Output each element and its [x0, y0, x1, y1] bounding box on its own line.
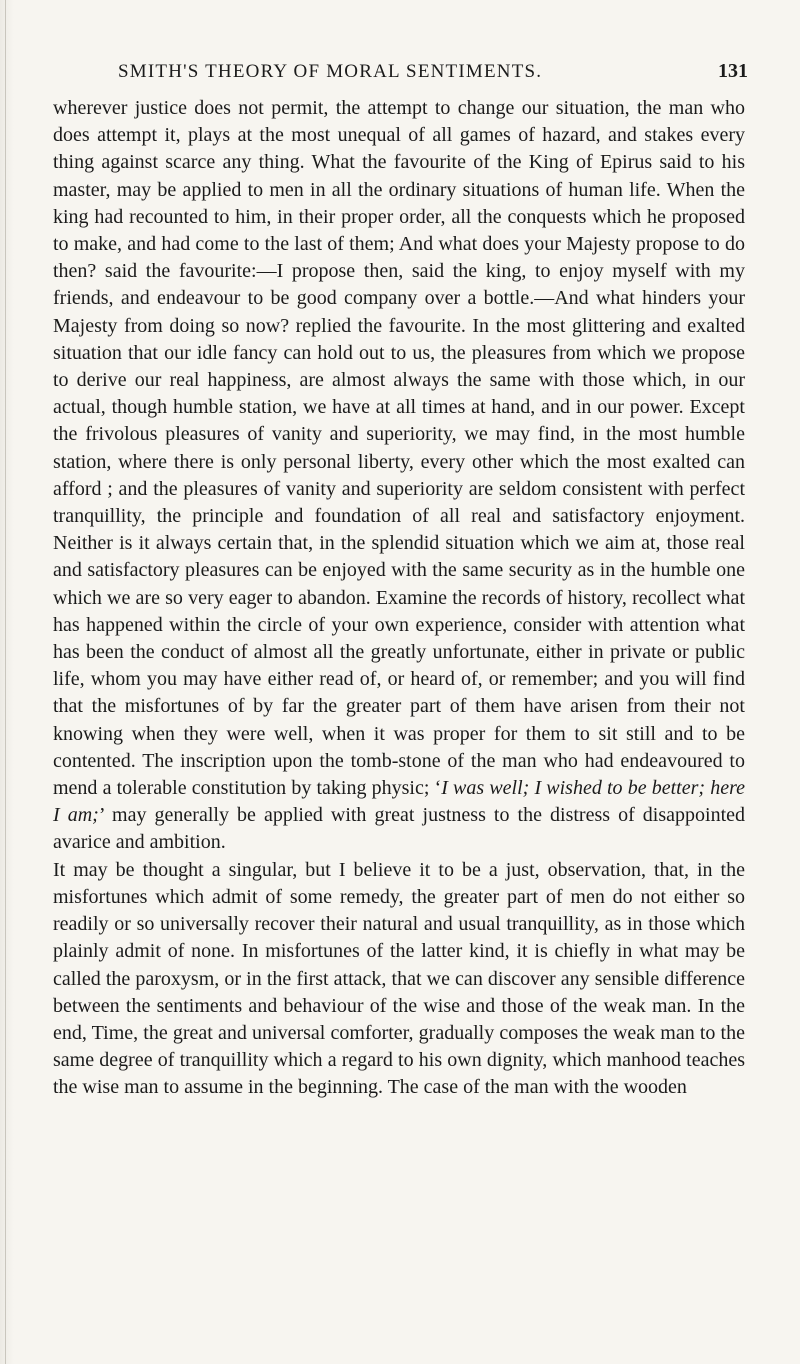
paragraph-1-text: wherever justice does not permit, the attempt to change our situation, the man who does attempt it, plays at the most unequal of all games of hazard, and stakes every thing against scarce any thing. What the favourite of the King of Epirus said to his master, may be applied to men in all the ordinary situations of human life. When the king had recounted to him, in their proper order, all the conquests which he proposed to make, and had come to the last of them; And what does your Majesty propose to do then? said the favourite:—I propose then, said the king, to enjoy myself with my friends, and endeavour to be good company over a bottle.—And what hinders your Majesty from doing so now? replied the favourite. In the most glittering and exalted situation that our idle fancy can hold out to us, the pleasures from which we propose to derive our real happiness, are almost always the same with those which, in our actual, though humble station, we have at all times at hand, and in our power. Except the frivolous pleasures of vanity and superiority, we may find, in the most humble station, where there is only personal liberty, every other which the most exalted can afford ; and the pleasures of vanity and superiority are seldom consistent with perfect tranquillity, the principle and foundation of all real and satisfactory enjoyment. Neither is it always certain that, in the splendid situation which we aim at, those real and satisfactory pleasures can be enjoyed with the same security as in the humble one which we are so very eager to abandon. Examine the records of history, recollect what has happened within the circle of your own experience, consider with attention what has been the conduct of almost all the greatly unfortunate, either in private or public life, whom you may have either read of, or heard of, or remember; and you will find that the misfortunes of by far the greater part of them have arisen from their not knowing when they were well, when it was proper for them to sit still and to be contented. The inscription upon the tomb-stone of the man who had endeavoured to mend a tolerable constitution by taking physic; ‘: [53, 97, 745, 800]
running-title: SMITH'S THEORY OF MORAL SENTIMENTS.: [118, 61, 543, 82]
paragraph-1: [53, 95, 745, 857]
page-edge: [5, 0, 6, 1364]
paragraph-2: [53, 857, 745, 1102]
page-number: 131: [718, 60, 748, 82]
paragraph-2-text: It may be thought a singular, but I believe it to be a just, observation, that, in the misfortunes which admit of some remedy, the greater part of men do not either so readily or so universally recover their natural and usual tranquillity, as in those which plainly admit of none. In misfortunes of the latter kind, it is chiefly in what may be called the paroxysm, or in the first attack, that we can discover any sensible difference between the sentiments and behaviour of the wise and those of the weak man. In the end, Time, the great and universal comforter, gradually composes the weak man to the same degree of tranquillity which a regard to his own dignity, which manhood teaches the wise man to assume in the beginning. The case of the man with the wooden: [53, 858, 745, 1099]
paragraph-1-ending: ’ may generally be applied with great justness to the distress of disappointed avarice and ambition.: [53, 804, 746, 854]
body-text: [53, 95, 745, 1102]
epitaph-quote: I was well; I wished to be better; here I am;: [53, 777, 746, 827]
page-header: [118, 60, 748, 83]
